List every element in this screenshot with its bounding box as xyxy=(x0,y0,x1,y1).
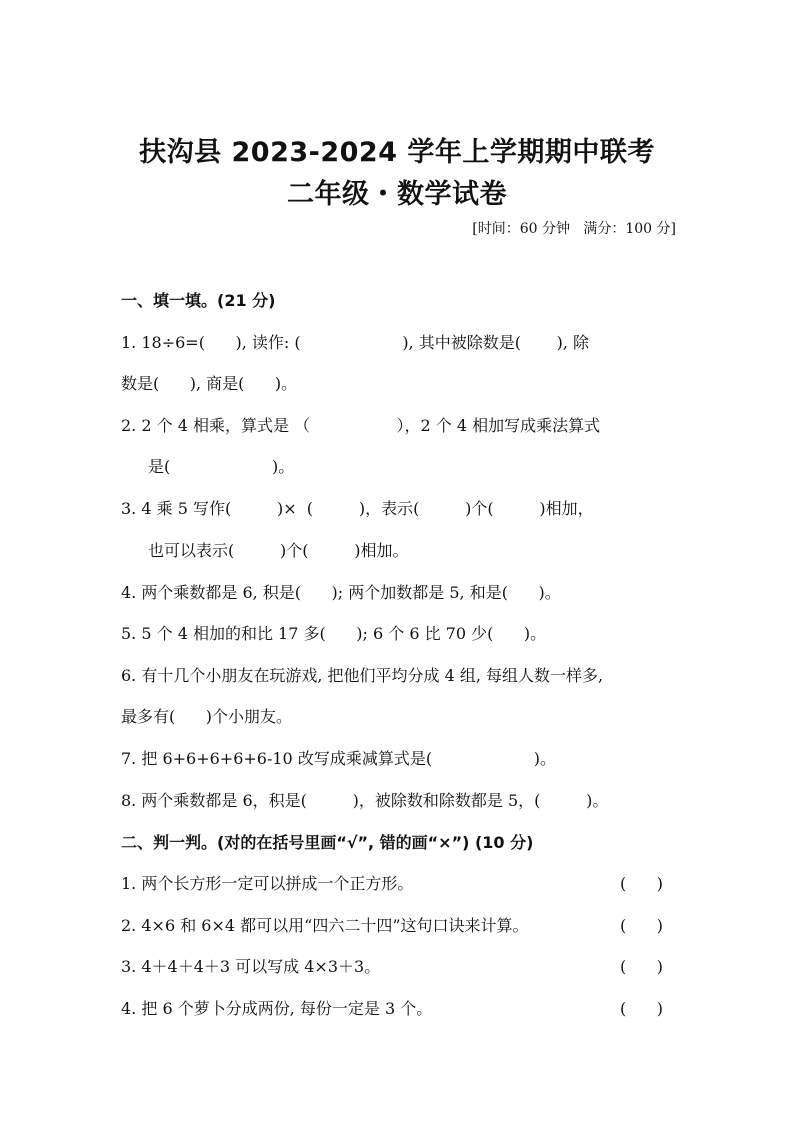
judge-item-text: 4. 把 6 个萝卜分成两份, 每份一定是 3 个。 xyxy=(121,999,433,1018)
q6-line2: 最多有( )个小朋友。 xyxy=(121,707,293,726)
judge-item-text: 1. 两个长方形一定可以拼成一个正方形。 xyxy=(121,874,414,893)
judge-answer-bracket: ( ) xyxy=(620,957,663,976)
judge-item-text: 2. 4×6 和 6×4 都可以用“四六二十四”这句口诀来计算。 xyxy=(121,916,529,935)
exam-title: 扶沟县 2023-2024 学年上学期期中联考 xyxy=(139,137,655,168)
q4: 4. 两个乘数都是 6, 积是( ); 两个加数都是 5, 和是( )。 xyxy=(121,583,561,602)
q7: 7. 把 6+6+6+6+6-10 改写成乘减算式是( )。 xyxy=(121,749,557,768)
judge-answer-bracket: ( ) xyxy=(620,874,663,893)
section1-heading: 一、填一填。(21 分) xyxy=(121,291,276,310)
q5: 5. 5 个 4 相加的和比 17 多( ); 6 个 6 比 70 少( )。 xyxy=(121,624,547,643)
exam-time-score: [时间：60 分钟 满分：100 分] xyxy=(472,221,676,237)
exam-subtitle: 二年级・数学试卷 xyxy=(287,179,507,210)
q2-line1: 2. 2 个 4 相乘，算式是 （ ），2 个 4 相加写成乘法算式 xyxy=(121,416,601,435)
q3-line2: 也可以表示( )个( )相加。 xyxy=(148,541,409,560)
judge-answer-bracket: ( ) xyxy=(620,916,663,935)
q2-line2: 是( )。 xyxy=(148,457,295,476)
q6-line1: 6. 有十几个小朋友在玩游戏, 把他们平均分成 4 组, 每组人数一样多, xyxy=(121,666,604,685)
judge-answer-bracket: ( ) xyxy=(620,999,663,1018)
q8: 8. 两个乘数都是 6，积是( )，被除数和除数都是 5，( )。 xyxy=(121,791,609,810)
q1-line2: 数是( ), 商是( )。 xyxy=(121,374,298,393)
judge-item-text: 3. 4＋4＋4＋3 可以写成 4×3＋3。 xyxy=(121,957,381,976)
q1-line1: 1. 18÷6=( ), 读作: ( ), 其中被除数是( ), 除 xyxy=(121,333,589,352)
section2-heading: 二、判一判。(对的在括号里画“√”, 错的画“×”) (10 分) xyxy=(121,833,534,852)
q3-line1: 3. 4 乘 5 写作( )× ( )，表示( )个( )相加， xyxy=(121,499,594,518)
